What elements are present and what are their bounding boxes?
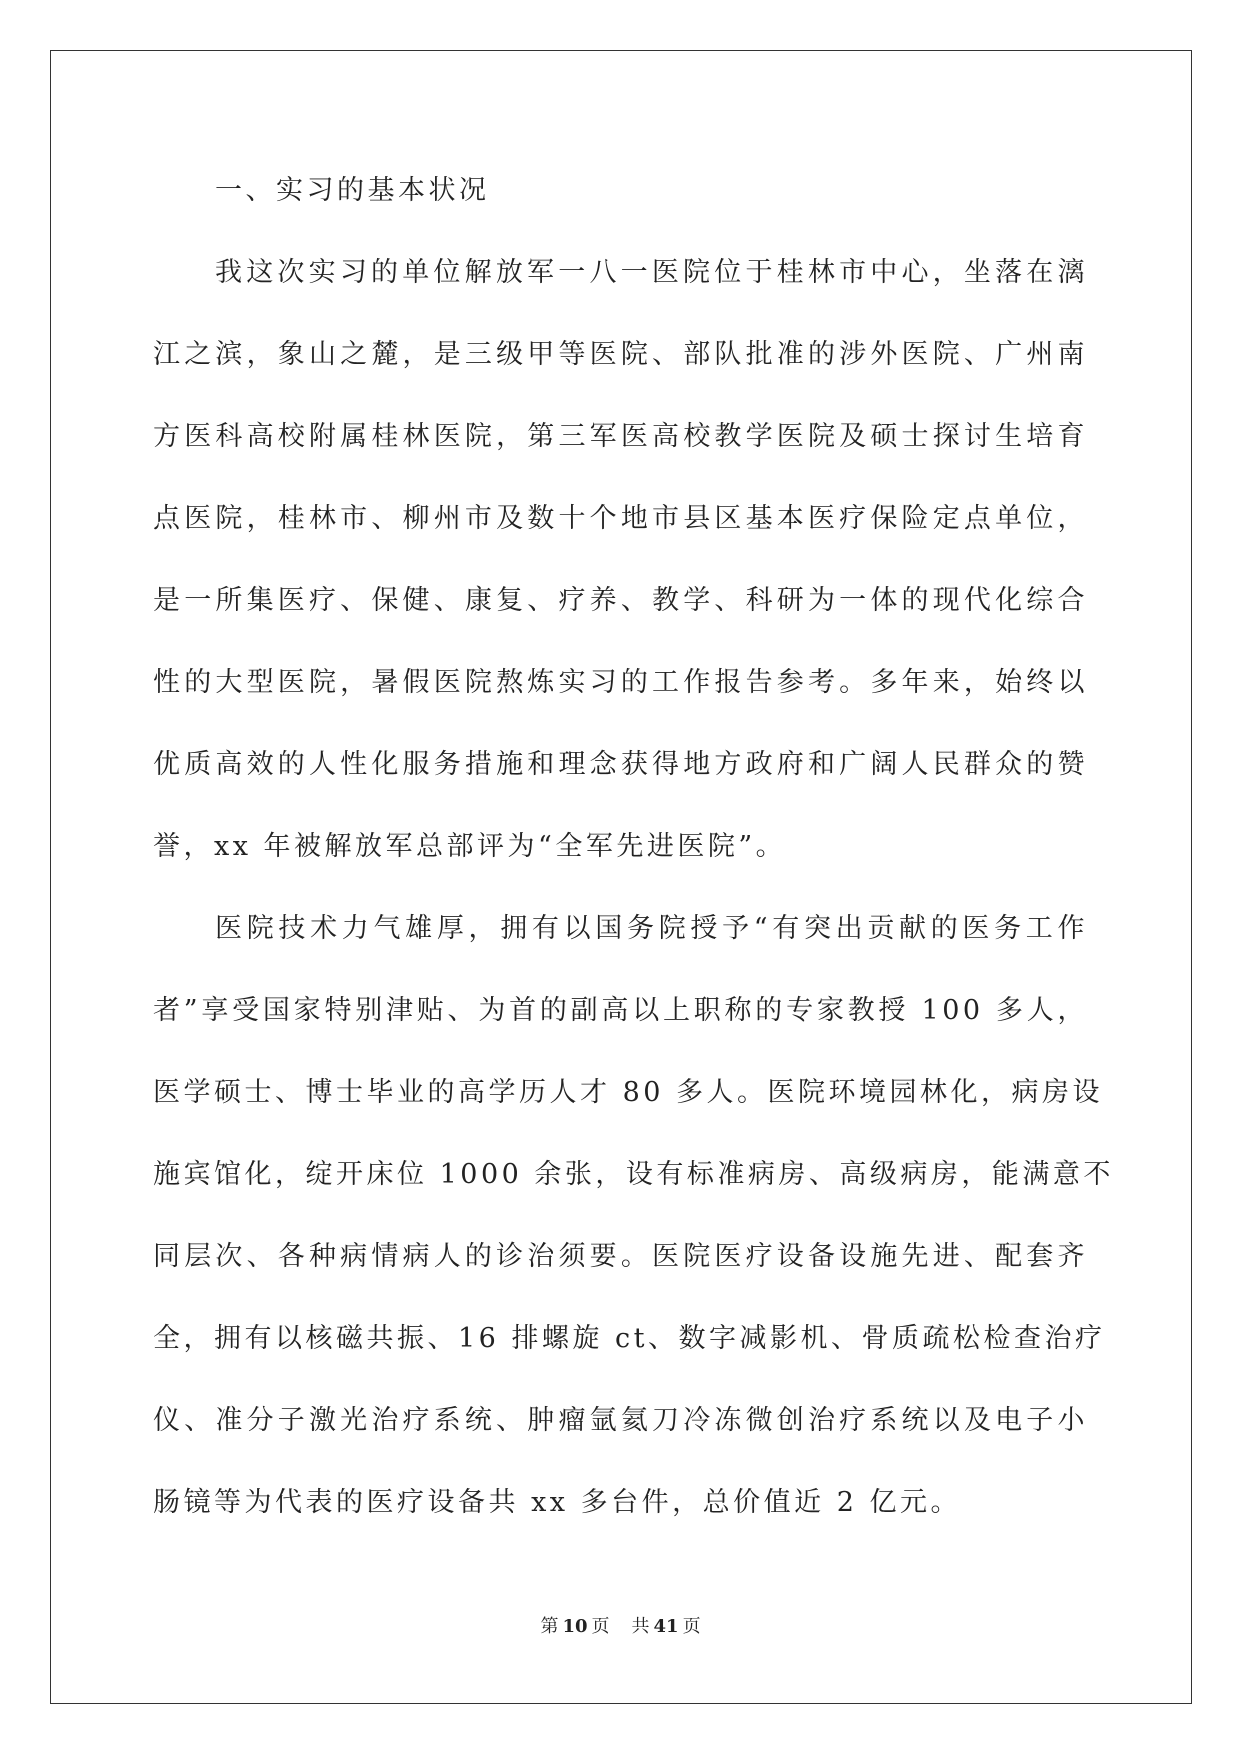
paragraph-line: 是一所集医疗、保健、康复、疗养、教学、科研为一体的现代化综合 — [153, 585, 1088, 616]
paragraph-line: 同层次、各种病情病人的诊治须要。医院医疗设备设施先进、配套齐 — [153, 1241, 1088, 1272]
footer-total-prefix: 共 — [631, 1616, 650, 1637]
paragraph-line: 我这次实习的单位解放军一八一医院位于桂林市中心，坐落在漓 — [215, 257, 1088, 288]
paragraph-line: 医院技术力气雄厚，拥有以国务院授予“有突出贡献的医务工作 — [215, 913, 1088, 944]
paragraph-1 — [153, 232, 1088, 888]
paragraph-line: 施宾馆化，绽开床位 1000 余张，设有标准病房、高级病房，能满意不 — [153, 1159, 1114, 1190]
paragraph-line: 方医科高校附属桂林医院，第三军医高校教学医院及硕士探讨生培育 — [153, 421, 1088, 452]
paragraph-2 — [153, 888, 1114, 1544]
footer-current-page: 10 — [562, 1616, 588, 1637]
paragraph-line: 全，拥有以核磁共振、16 排螺旋 ct、数字减影机、骨质疏松检查治疗 — [153, 1323, 1106, 1354]
footer-page-label: 页 — [591, 1616, 610, 1637]
page-footer — [0, 1612, 1241, 1638]
paragraph-line: 医学硕士、博士毕业的高学历人才 80 多人。医院环境园林化，病房设 — [153, 1077, 1104, 1108]
document-body — [153, 150, 1114, 1544]
paragraph-line: 点医院，桂林市、柳州市及数十个地市县区基本医疗保险定点单位， — [153, 503, 1088, 534]
footer-total-pages: 41 — [653, 1616, 679, 1637]
section-heading: 一、实习的基本状况 — [215, 175, 490, 206]
footer-total-suffix: 页 — [682, 1616, 701, 1637]
paragraph-line: 性的大型医院，暑假医院熬炼实习的工作报告参考。多年来，始终以 — [153, 667, 1088, 698]
paragraph-line: 者”享受国家特别津贴、为首的副高以上职称的专家教授 100 多人， — [153, 995, 1088, 1026]
footer-page-prefix: 第 — [540, 1616, 559, 1637]
paragraph-line: 肠镜等为代表的医疗设备共 xx 多台件，总价值近 2 亿元。 — [153, 1487, 961, 1518]
paragraph-line: 江之滨，象山之麓，是三级甲等医院、部队批准的涉外医院、广州南 — [153, 339, 1088, 370]
paragraph-line: 誉，xx 年被解放军总部评为“全军先进医院”。 — [153, 831, 787, 862]
paragraph-line: 优质高效的人性化服务措施和理念获得地方政府和广阔人民群众的赞 — [153, 749, 1088, 780]
paragraph-line: 仪、准分子激光治疗系统、肿瘤氩氦刀冷冻微创治疗系统以及电子小 — [153, 1405, 1088, 1436]
